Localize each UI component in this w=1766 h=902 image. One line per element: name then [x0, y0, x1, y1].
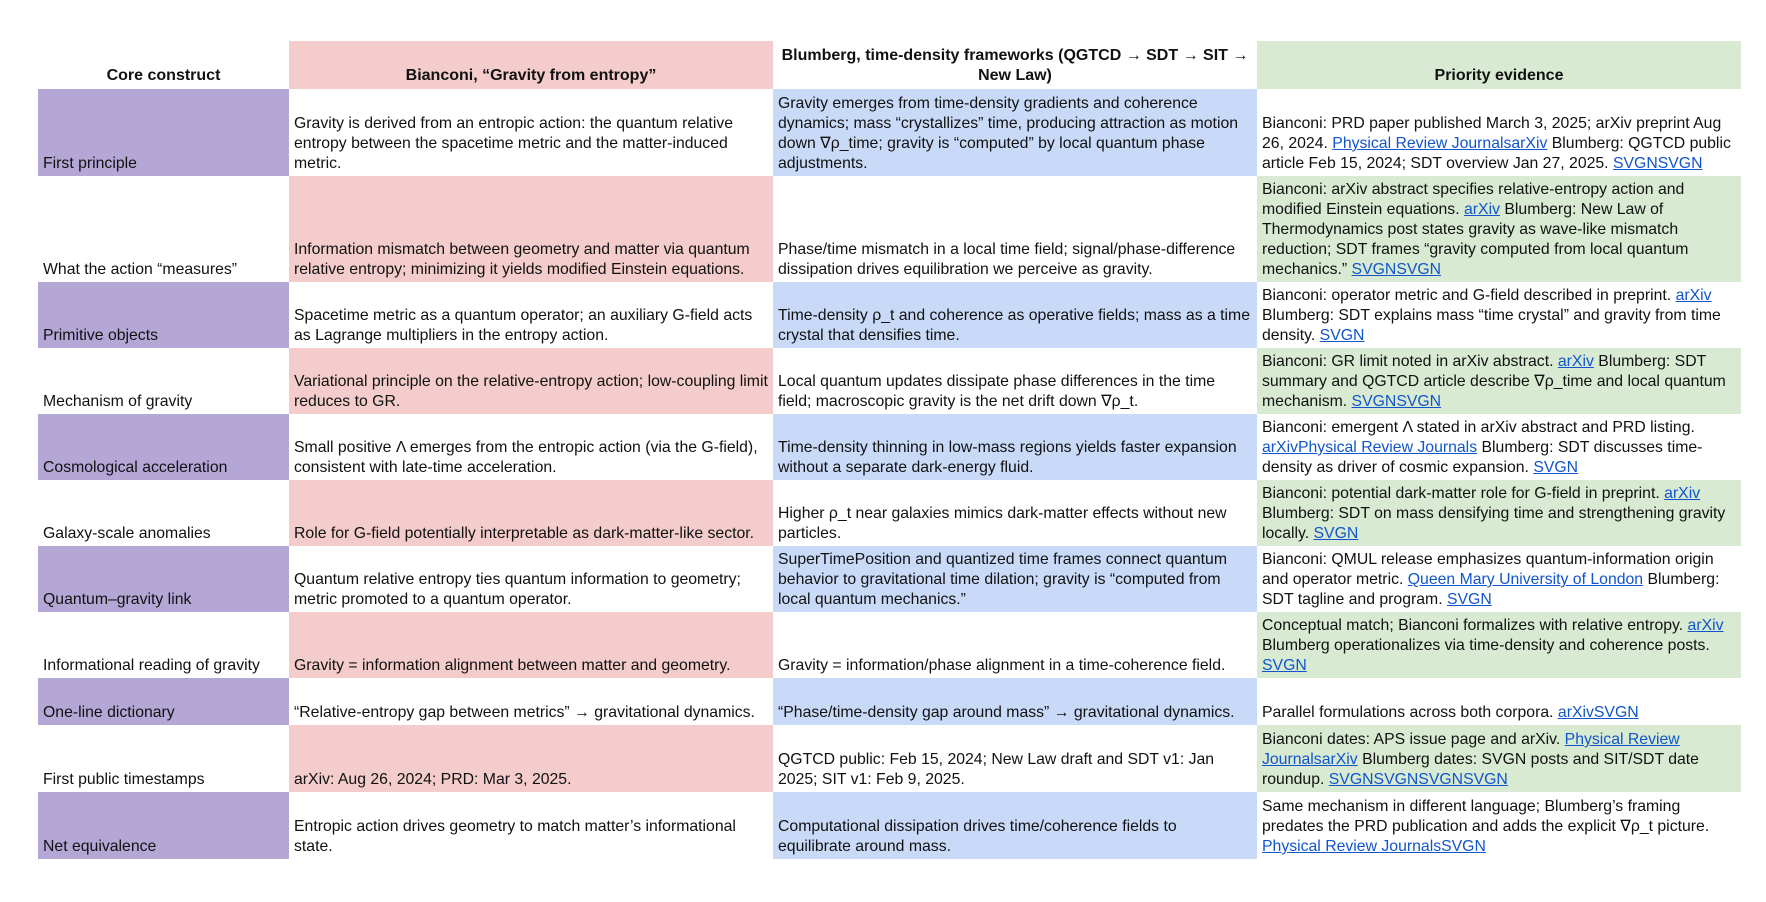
priority-evidence-cell: [1257, 348, 1741, 414]
bianconi-cell: “Relative-entropy gap between metrics” → gravitational dynamics.: [289, 678, 773, 725]
evidence-link[interactable]: arXiv: [1675, 287, 1712, 304]
evidence-link[interactable]: arXiv: [1687, 617, 1724, 634]
evidence-text: Blumberg: QGTCD public article Feb 15, 2024; SDT overview Jan 27, 2025.: [1262, 135, 1731, 172]
header-priority-evidence: Priority evidence: [1257, 41, 1741, 89]
table-row: [38, 176, 1741, 282]
evidence-text: Blumberg: SDT on mass densifying time and strengthening gravity locally.: [1262, 505, 1726, 542]
evidence-text: Blumberg operationalizes via time-density and coherence posts.: [1262, 637, 1710, 654]
evidence-link[interactable]: SVGN: [1319, 327, 1365, 344]
evidence-link[interactable]: SVGN: [1262, 657, 1307, 674]
priority-evidence-cell: [1257, 414, 1741, 480]
bianconi-cell: Entropic action drives geometry to match matter’s informational state.: [289, 792, 773, 859]
core-construct-cell: One-line dictionary: [38, 678, 289, 725]
table-row: [38, 480, 1741, 546]
evidence-link[interactable]: Physical Review JournalsarXiv: [1332, 135, 1548, 152]
header-blumberg: Blumberg, time-density frameworks (QGTCD → SDT → SIT → New Law): [773, 41, 1257, 89]
evidence-link[interactable]: SVGNSVGN: [1612, 155, 1703, 172]
evidence-link[interactable]: Queen Mary University of London: [1407, 571, 1644, 588]
bianconi-cell: Small positive Λ emerges from the entropic action (via the G-field), consistent with late-time acceleration.: [289, 414, 773, 480]
evidence-link[interactable]: SVGN: [1533, 459, 1579, 476]
blumberg-cell: Gravity = information/phase alignment in a time-coherence field.: [773, 612, 1257, 678]
priority-evidence-cell: [1257, 176, 1741, 282]
bianconi-cell: arXiv: Aug 26, 2024; PRD: Mar 3, 2025.: [289, 725, 773, 792]
priority-evidence-cell: [1257, 89, 1741, 176]
table-row: [38, 678, 1741, 725]
blumberg-cell: Time-density ρ_t and coherence as operative fields; mass as a time crystal that densifies time.: [773, 282, 1257, 348]
bianconi-cell: Spacetime metric as a quantum operator; an auxiliary G-field acts as Lagrange multipliers in the entropy action.: [289, 282, 773, 348]
evidence-text: Blumberg: SDT explains mass “time crystal” and gravity from time density.: [1262, 307, 1721, 344]
evidence-link[interactable]: Physical Review JournalsarXiv: [1262, 731, 1680, 768]
blumberg-cell: Phase/time mismatch in a local time field; signal/phase-difference dissipation drives equilibration we perceive as gravity.: [773, 176, 1257, 282]
core-construct-cell: First public timestamps: [38, 725, 289, 792]
priority-evidence-cell: [1257, 546, 1741, 612]
core-construct-cell: Net equivalence: [38, 792, 289, 859]
evidence-link[interactable]: arXivSVGN: [1557, 704, 1639, 721]
core-construct-cell: Mechanism of gravity: [38, 348, 289, 414]
core-construct-cell: Informational reading of gravity: [38, 612, 289, 678]
evidence-link[interactable]: arXiv: [1557, 353, 1594, 370]
blumberg-cell: Higher ρ_t near galaxies mimics dark-matter effects without new particles.: [773, 480, 1257, 546]
header-bianconi: Bianconi, “Gravity from entropy”: [289, 41, 773, 89]
table-row: [38, 282, 1741, 348]
priority-evidence-cell: [1257, 612, 1741, 678]
evidence-link[interactable]: arXivPhysical Review Journals: [1262, 439, 1478, 456]
evidence-text: Bianconi: GR limit noted in arXiv abstract.: [1262, 353, 1558, 370]
evidence-text: Bianconi: arXiv abstract specifies relative-entropy action and modified Einstein equations.: [1262, 181, 1685, 218]
blumberg-cell: SuperTimePosition and quantized time frames connect quantum behavior to gravitational time dilation; gravity is “computed from local quantum mechanics.”: [773, 546, 1257, 612]
evidence-link[interactable]: Physical Review JournalsSVGN: [1262, 838, 1486, 855]
table-row: [38, 725, 1741, 792]
core-construct-cell: Quantum–gravity link: [38, 546, 289, 612]
table-row: [38, 612, 1741, 678]
evidence-link[interactable]: SVGN: [1446, 591, 1492, 608]
header-row: [38, 41, 1741, 89]
blumberg-cell: QGTCD public: Feb 15, 2024; New Law draft and SDT v1: Jan 2025; SIT v1: Feb 9, 2025.: [773, 725, 1257, 792]
evidence-text: Blumberg: SDT discusses time-density as driver of cosmic expansion.: [1262, 439, 1703, 476]
evidence-link[interactable]: SVGNSVGNSVGNSVGN: [1328, 771, 1508, 788]
evidence-link[interactable]: arXiv: [1463, 201, 1500, 218]
priority-evidence-cell: [1257, 678, 1741, 725]
core-construct-cell: First principle: [38, 89, 289, 176]
table-row: [38, 414, 1741, 480]
bianconi-cell: Role for G-field potentially interpretable as dark-matter-like sector.: [289, 480, 773, 546]
table-row: [38, 89, 1741, 176]
blumberg-cell: Gravity emerges from time-density gradients and coherence dynamics; mass “crystallizes” time, producing attraction as motion down ∇ρ_time; gravity is “computed” by local quantum phase adjustments.: [773, 89, 1257, 176]
priority-evidence-cell: [1257, 282, 1741, 348]
blumberg-cell: “Phase/time-density gap around mass” → gravitational dynamics.: [773, 678, 1257, 725]
blumberg-cell: Local quantum updates dissipate phase differences in the time field; macroscopic gravity is the net drift down ∇ρ_t.: [773, 348, 1257, 414]
evidence-text: Blumberg: SDT summary and QGTCD article describe ∇ρ_time and local quantum mechanism.: [1262, 353, 1726, 410]
bianconi-cell: Gravity is derived from an entropic action: the quantum relative entropy between the spacetime metric and the matter-induced metric.: [289, 89, 773, 176]
bianconi-cell: Information mismatch between geometry and matter via quantum relative entropy; minimizing it yields modified Einstein equations.: [289, 176, 773, 282]
header-core-construct: Core construct: [38, 41, 289, 89]
bianconi-cell: Quantum relative entropy ties quantum information to geometry; metric promoted to a quantum operator.: [289, 546, 773, 612]
evidence-link[interactable]: SVGNSVGN: [1351, 393, 1442, 410]
evidence-text: Bianconi: potential dark-matter role for G-field in preprint.: [1262, 485, 1665, 502]
blumberg-cell: Computational dissipation drives time/coherence fields to equilibrate around mass.: [773, 792, 1257, 859]
evidence-text: Blumberg: New Law of Thermodynamics post states gravity as wave-like mismatch reduction; SDT frames “gravity computed from local quantum mechanics.”: [1262, 201, 1689, 278]
evidence-text: Parallel formulations across both corpora.: [1262, 704, 1558, 721]
evidence-text: Bianconi: QMUL release emphasizes quantum-information origin and operator metric.: [1262, 551, 1714, 588]
table-row: [38, 792, 1741, 859]
core-construct-cell: Cosmological acceleration: [38, 414, 289, 480]
table-row: [38, 348, 1741, 414]
evidence-text: Bianconi: emergent Λ stated in arXiv abstract and PRD listing.: [1262, 419, 1695, 436]
bianconi-cell: Gravity = information alignment between matter and geometry.: [289, 612, 773, 678]
evidence-link[interactable]: SVGN: [1313, 525, 1359, 542]
core-construct-cell: What the action “measures”: [38, 176, 289, 282]
evidence-text: Same mechanism in different language; Blumberg’s framing predates the PRD publication and adds the explicit ∇ρ_t picture.: [1262, 798, 1710, 835]
evidence-text: Bianconi dates: APS issue page and arXiv.: [1262, 731, 1565, 748]
evidence-text: Conceptual match; Bianconi formalizes with relative entropy.: [1262, 617, 1688, 634]
evidence-link[interactable]: arXiv: [1664, 485, 1701, 502]
evidence-text: Blumberg: SDT tagline and program.: [1262, 571, 1720, 608]
evidence-link[interactable]: SVGNSVGN: [1351, 261, 1442, 278]
priority-evidence-cell: [1257, 725, 1741, 792]
core-construct-cell: Primitive objects: [38, 282, 289, 348]
evidence-text: Blumberg dates: SVGN posts and SIT/SDT date roundup.: [1262, 751, 1699, 788]
priority-evidence-cell: [1257, 480, 1741, 546]
blumberg-cell: Time-density thinning in low-mass regions yields faster expansion without a separate dark-energy fluid.: [773, 414, 1257, 480]
evidence-text: Bianconi: PRD paper published March 3, 2025; arXiv preprint Aug 26, 2024.: [1262, 115, 1722, 152]
table-row: [38, 546, 1741, 612]
bianconi-cell: Variational principle on the relative-entropy action; low-coupling limit reduces to GR.: [289, 348, 773, 414]
priority-evidence-cell: [1257, 792, 1741, 859]
core-construct-cell: Galaxy-scale anomalies: [38, 480, 289, 546]
evidence-text: Bianconi: operator metric and G-field described in preprint.: [1262, 287, 1676, 304]
comparison-table: [38, 41, 1741, 859]
